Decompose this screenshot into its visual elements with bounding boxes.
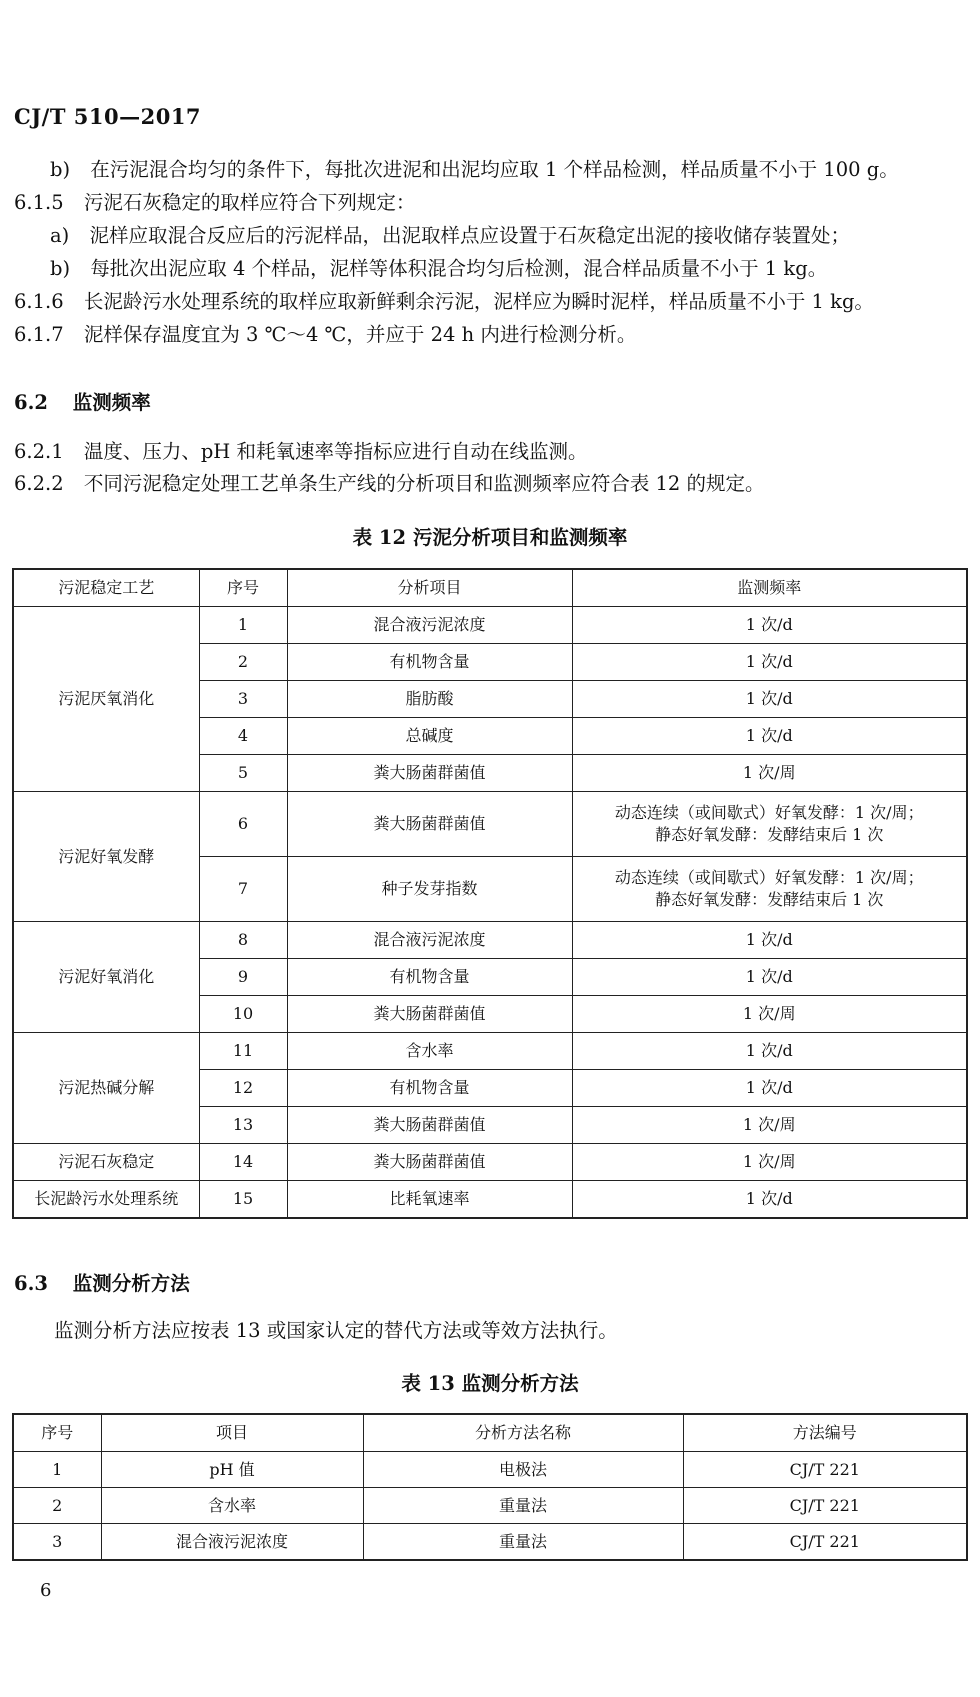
clause-number: 6.1.5 (14, 191, 64, 214)
table-13-caption: 表 13 监测分析方法 (401, 1372, 579, 1395)
list-label: a) (50, 224, 70, 247)
process-cell: 污泥厌氧消化 (13, 607, 199, 792)
clause-6-1-5-a (50, 224, 850, 248)
row-number: 14 (199, 1144, 287, 1181)
section-number: 6.3 (14, 1272, 48, 1295)
table-row (13, 1033, 967, 1070)
page-number: 6 (40, 1580, 52, 1601)
list-label: b) (50, 158, 71, 181)
row-number: 15 (199, 1181, 287, 1219)
column-header: 污泥稳定工艺 (13, 569, 199, 607)
frequency: 1 次/d (572, 644, 967, 681)
table-header-row (13, 569, 967, 607)
frequency-line: 静态好氧发酵：发酵结束后 1 次 (655, 890, 884, 909)
clause-6-1-5-b (50, 257, 827, 281)
frequency: 1 次/d (572, 681, 967, 718)
code-cell: CJ/T 221 (683, 1452, 967, 1488)
analysis-item: 粪大肠菌群菌值 (287, 996, 572, 1033)
table-row (13, 792, 967, 857)
clause-6-1-6 (14, 290, 874, 314)
frequency: 1 次/d (572, 1070, 967, 1107)
clause-number: 6.1.6 (14, 290, 64, 313)
analysis-item: 有机物含量 (287, 644, 572, 681)
row-number: 10 (199, 996, 287, 1033)
clause-number: 6.2.2 (14, 472, 64, 495)
column-header: 序号 (13, 1414, 101, 1452)
table-13 (12, 1413, 968, 1561)
table-row (13, 607, 967, 644)
row-number: 1 (199, 607, 287, 644)
analysis-item: 种子发芽指数 (287, 857, 572, 922)
analysis-item: 有机物含量 (287, 1070, 572, 1107)
frequency: 1 次/d (572, 607, 967, 644)
process-cell: 污泥好氧消化 (13, 922, 199, 1033)
section-number: 6.2 (14, 391, 48, 414)
analysis-item: 混合液污泥浓度 (287, 607, 572, 644)
method-cell: 电极法 (363, 1452, 683, 1488)
table-row (13, 1144, 967, 1181)
analysis-item: 粪大肠菌群菌值 (287, 792, 572, 857)
row-number: 2 (13, 1488, 101, 1524)
frequency: 1 次/d (572, 959, 967, 996)
row-number: 12 (199, 1070, 287, 1107)
row-number: 2 (199, 644, 287, 681)
analysis-item: 粪大肠菌群菌值 (287, 1144, 572, 1181)
column-header: 分析方法名称 (363, 1414, 683, 1452)
frequency: 1 次/周 (572, 996, 967, 1033)
frequency-line: 动态连续（或间歇式）好氧发酵：1 次/周； (614, 868, 924, 887)
frequency-line: 动态连续（或间歇式）好氧发酵：1 次/周； (614, 803, 924, 822)
frequency (572, 792, 967, 857)
row-number: 6 (199, 792, 287, 857)
section-title: 监测分析方法 (72, 1272, 190, 1295)
frequency: 1 次/d (572, 922, 967, 959)
code-cell: CJ/T 221 (683, 1524, 967, 1561)
row-number: 3 (199, 681, 287, 718)
row-number: 9 (199, 959, 287, 996)
row-number: 13 (199, 1107, 287, 1144)
item-cell: 含水率 (101, 1488, 363, 1524)
clause-6-1-5 (14, 191, 415, 215)
clause-text: 在污泥混合均匀的条件下，每批次进泥和出泥均应取 1 个样品检测，样品质量不小于 100 g。 (90, 158, 899, 181)
clause-number: 6.2.1 (14, 440, 64, 463)
analysis-item: 含水率 (287, 1033, 572, 1070)
section-title: 监测频率 (72, 391, 151, 414)
frequency: 1 次/d (572, 1033, 967, 1070)
clause-text: 温度、压力、pH 和耗氧速率等指标应进行自动在线监测。 (83, 440, 588, 463)
section-6-3-text: 监测分析方法应按表 13 或国家认定的替代方法或等效方法执行。 (54, 1319, 618, 1342)
item-cell: pH 值 (101, 1452, 363, 1488)
frequency: 1 次/d (572, 1181, 967, 1219)
analysis-item: 粪大肠菌群菌值 (287, 1107, 572, 1144)
clause-text: 泥样保存温度宜为 3 ℃～4 ℃，并应于 24 h 内进行检测分析。 (83, 323, 637, 346)
frequency: 1 次/周 (572, 755, 967, 792)
clause-6-2-1 (14, 440, 588, 464)
item-cell: 混合液污泥浓度 (101, 1524, 363, 1561)
row-number: 4 (199, 718, 287, 755)
table-12 (12, 568, 968, 1219)
row-number: 1 (13, 1452, 101, 1488)
clause-6-1-4-b (50, 158, 899, 182)
analysis-item: 比耗氧速率 (287, 1181, 572, 1219)
column-header: 分析项目 (287, 569, 572, 607)
row-number: 3 (13, 1524, 101, 1561)
method-cell: 重量法 (363, 1488, 683, 1524)
table-row (13, 922, 967, 959)
analysis-item: 总碱度 (287, 718, 572, 755)
column-header: 序号 (199, 569, 287, 607)
table-row (13, 1452, 967, 1488)
row-number: 7 (199, 857, 287, 922)
frequency (572, 857, 967, 922)
row-number: 8 (199, 922, 287, 959)
table-header-row (13, 1414, 967, 1452)
list-label: b) (50, 257, 71, 280)
method-cell: 重量法 (363, 1524, 683, 1561)
frequency-line: 静态好氧发酵：发酵结束后 1 次 (655, 825, 884, 844)
table-row (13, 1488, 967, 1524)
process-cell: 污泥石灰稳定 (13, 1144, 199, 1181)
process-cell: 长泥龄污水处理系统 (13, 1181, 199, 1219)
process-cell: 污泥热碱分解 (13, 1033, 199, 1144)
clause-text: 长泥龄污水处理系统的取样应取新鲜剩余污泥，泥样应为瞬时泥样，样品质量不小于 1 kg。 (83, 290, 874, 313)
row-number: 11 (199, 1033, 287, 1070)
clause-6-2-2 (14, 472, 765, 496)
standard-code-header: CJ/T 510—2017 (14, 104, 202, 129)
frequency: 1 次/周 (572, 1107, 967, 1144)
clause-text: 污泥石灰稳定的取样应符合下列规定： (83, 191, 416, 214)
analysis-item: 混合液污泥浓度 (287, 922, 572, 959)
process-cell: 污泥好氧发酵 (13, 792, 199, 922)
row-number: 5 (199, 755, 287, 792)
column-header: 监测频率 (572, 569, 967, 607)
table-row (13, 1524, 967, 1561)
analysis-item: 有机物含量 (287, 959, 572, 996)
code-cell: CJ/T 221 (683, 1488, 967, 1524)
clause-number: 6.1.7 (14, 323, 64, 346)
frequency: 1 次/周 (572, 1144, 967, 1181)
table-12-caption: 表 12 污泥分析项目和监测频率 (352, 526, 628, 549)
section-6-3-heading (14, 1268, 190, 1296)
section-6-2-heading (14, 387, 151, 415)
clause-text: 不同污泥稳定处理工艺单条生产线的分析项目和监测频率应符合表 12 的规定。 (83, 472, 765, 495)
analysis-item: 脂肪酸 (287, 681, 572, 718)
table-row (13, 1181, 967, 1219)
clause-text: 每批次出泥应取 4 个样品，泥样等体积混合均匀后检测，混合样品质量不小于 1 kg。 (90, 257, 828, 280)
frequency: 1 次/d (572, 718, 967, 755)
clause-text: 泥样应取混合反应后的污泥样品，出泥取样点应设置于石灰稳定出泥的接收储存装置处； (89, 224, 850, 247)
clause-6-1-7 (14, 323, 636, 347)
column-header: 方法编号 (683, 1414, 967, 1452)
column-header: 项目 (101, 1414, 363, 1452)
analysis-item: 粪大肠菌群菌值 (287, 755, 572, 792)
